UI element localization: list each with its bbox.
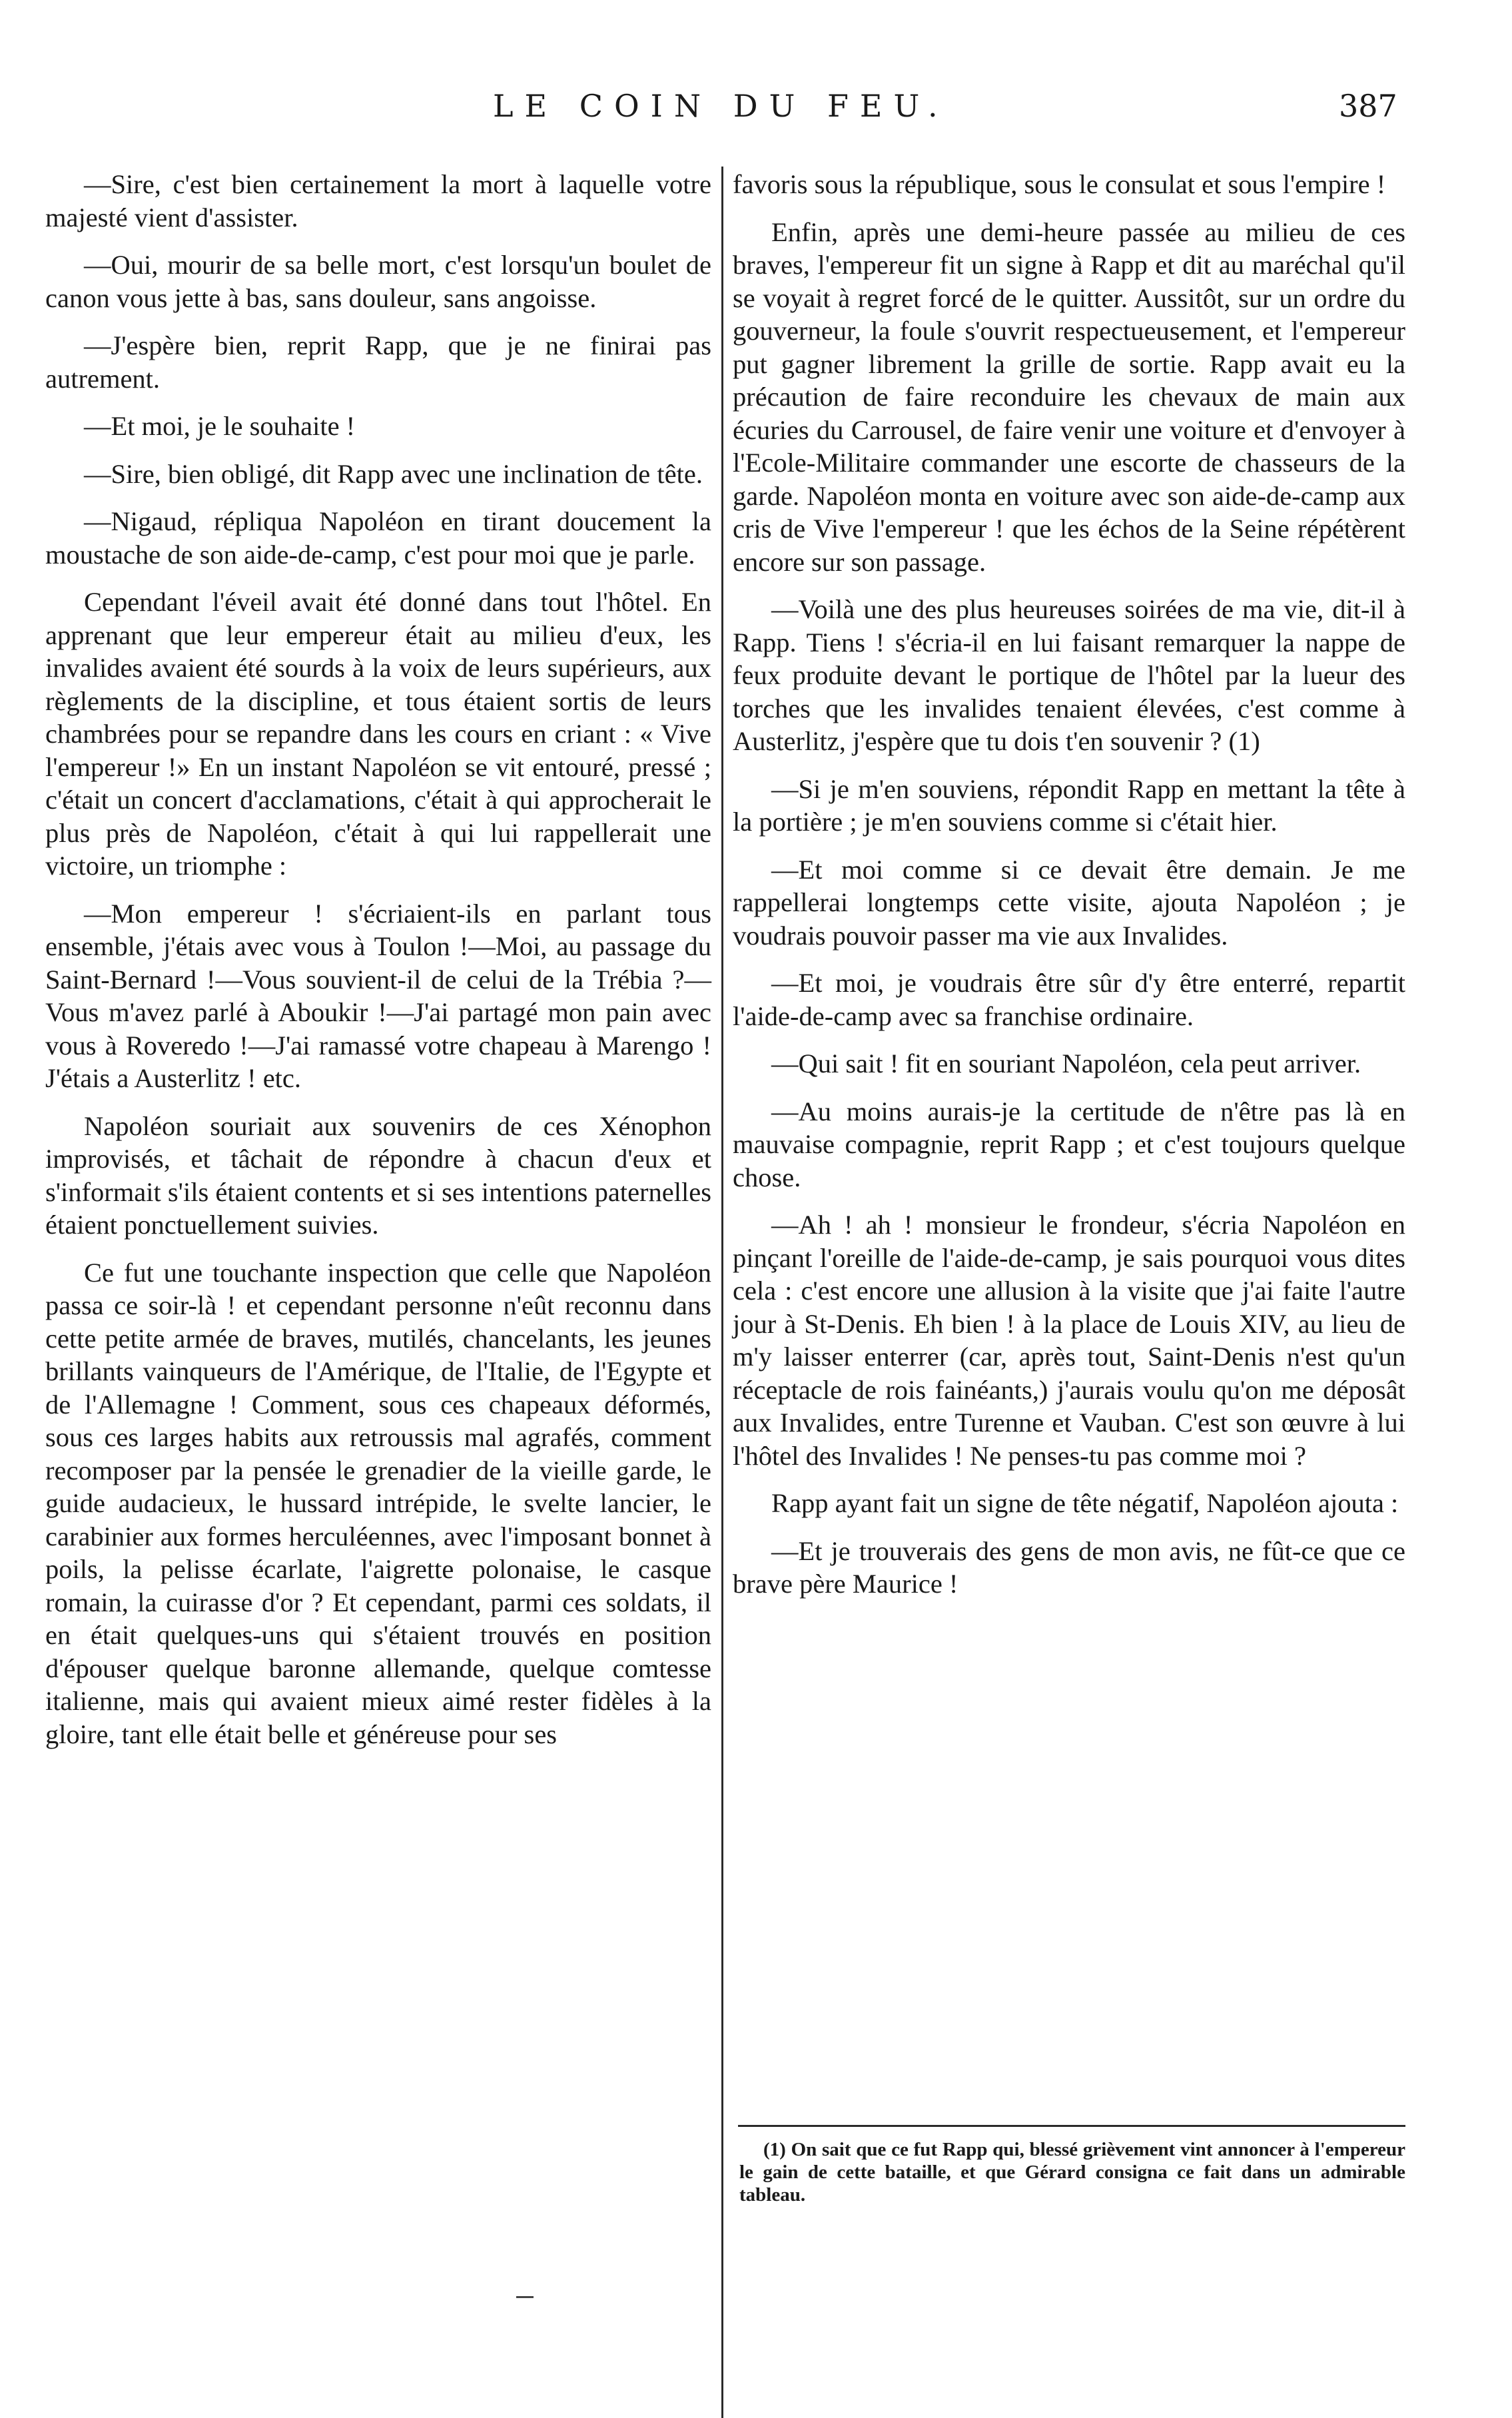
page-number: 387 xyxy=(1339,88,1397,124)
column-divider xyxy=(721,167,723,2418)
right-column xyxy=(733,168,1405,1615)
paragraph: Cependant l'éveil avait été donné dans tout l'hôtel. En apprenant que leur empereur était au milieu d'eux, les invalides avaient été sourds à la voix de leurs supérieurs, aux règlements de la discipline, et tous étaient sortis de leurs chambrées pour se repandre dans les cours en criant : « Vive l'empereur !» En un instant Napoléon se vit entouré, pressé ; c'était un concert d'acclamations, c'était à qui approcherait le plus près de Napoléon, c'était à qui lui rappellerait une victoire, un triomphe : xyxy=(45,587,711,881)
paragraph: favoris sous la république, sous le consulat et sous l'empire ! xyxy=(733,169,1386,199)
paragraph: Ce fut une touchante inspection que celle que Napoléon passa ce soir-là ! et cependant personne n'eût reconnu dans cette petite armée de braves, mutilés, chancelants, les jeunes brillants vainqueurs de l'Amérique, de l'Italie, de l'Egypte et de l'Allemagne ! Comment, sous ces chapeaux déformés, sous ces larges habits aux retroussis mal agrafés, comment recomposer par la pensée le grenadier de la vieille garde, le guide audacieux, le hussard intrépide, le svelte lancier, le carabinier aux formes herculéennes, avec l'imposant bonnet à poils, la pelisse écarlate, l'aigrette polonaise, le casque romain, la cuirasse d'or ? Et cependant, parmi ces soldats, il en était quelques-uns qui s'étaient trouvés en position d'épouser quelque baronne allemande, quelque comtesse italienne, mais qui avaient mieux aimé rester fidèles à la gloire, tant elle était belle et généreuse pour ses xyxy=(45,1257,711,1749)
paragraph: —Et je trouverais des gens de mon avis, ne fût-ce que ce brave père Maurice ! xyxy=(733,1535,1405,1599)
paragraph: —Mon empereur ! s'écriaient-ils en parlant tous ensemble, j'étais avec vous à Toulon !—Moi, au passage du Saint-Bernard !—Vous souvient-il de celui de la Trébia ?—Vous m'avez parlé à Aboukir !—J'ai partagé mon pain avec vous à Roveredo !—J'ai ramassé votre chapeau à Marengo ! J'étais a Austerlitz ! etc. xyxy=(45,898,711,1093)
printer-mark xyxy=(516,2296,534,2298)
paragraph: —Sire, c'est bien certainement la mort à laquelle votre majesté vient d'assister. xyxy=(45,169,711,232)
paragraph: —Et moi, je le souhaite ! xyxy=(84,411,356,441)
paragraph: —Oui, mourir de sa belle mort, c'est lorsqu'un boulet de canon vous jette à bas, sans douleur, sans angoisse. xyxy=(45,250,711,313)
running-title: LE COIN DU FEU. xyxy=(493,88,949,124)
paragraph: —Voilà une des plus heureuses soirées de ma vie, dit-il à Rapp. Tiens ! s'écria-il en lui faisant remarquer la nappe de feux produite devant le portique de l'hôtel par la lueur des torches que les invalides tenaient élevées, c'est comme à Austerlitz, j'espère que tu dois t'en souvenir ? (1) xyxy=(733,594,1405,756)
paragraph: —Sire, bien obligé, dit Rapp avec une inclination de tête. xyxy=(84,458,703,489)
paragraph: —Au moins aurais-je la certitude de n'être pas là en mauvaise compagnie, reprit Rapp ; et c'est toujours quelque chose. xyxy=(733,1096,1405,1192)
paragraph: —Qui sait ! fit en souriant Napoléon, cela peut arriver. xyxy=(771,1048,1361,1078)
paragraph: —Et moi comme si ce devait être demain. Je me rappellerai longtemps cette visite, ajouta Napoléon ; je voudrais pouvoir passer ma vie aux Invalides. xyxy=(733,854,1405,951)
footnote-divider xyxy=(738,2125,1405,2127)
paragraph: —Nigaud, répliqua Napoléon en tirant doucement la moustache de son aide-de-camp, c'est pour moi que je parle. xyxy=(45,506,711,570)
paragraph: Enfin, après une demi-heure passée au milieu de ces braves, l'empereur fit un signe à Rapp et dit au maréchal qu'il se voyait à regret forcé de le quitter. Aussitôt, sur un ordre du gouverneur, la foule s'ouvrit respectueusement, et l'empereur put gagner librement la grille de sortie. Rapp avait eu la précaution de faire reconduire les chevaux de main aux écuries du Carrousel, de faire venir une voiture et d'envoyer à l'Ecole-Militaire commander une escorte de chasseurs de la garde. Napoléon monta en voiture avec son aide-de-camp aux cris de Vive l'empereur ! que les échos de la Seine répétèrent encore sur son passage. xyxy=(733,216,1405,577)
footnote: (1) On sait que ce fut Rapp qui, blessé grièvement vint annoncer à l'empereur le gain de cette bataille, et que Gérard consigna ce fait dans un admirable tableau. xyxy=(739,2139,1405,2206)
paragraph: Rapp ayant fait un signe de tête négatif, Napoléon ajouta : xyxy=(771,1488,1399,1518)
left-column xyxy=(45,168,711,1765)
paragraph: —Et moi, je voudrais être sûr d'y être enterré, repartit l'aide-de-camp avec sa franchise ordinaire. xyxy=(733,968,1405,1031)
paragraph: —Ah ! ah ! monsieur le frondeur, s'écria Napoléon en pinçant l'oreille de l'aide-de-camp, je sais pourquoi vous dites cela : c'est encore une allusion à la visite que j'ai faite l'autre jour à St-Denis. Eh bien ! à la place de Louis XIV, au lieu de m'y laisser enterrer (car, après tout, Saint-Denis n'est qu'un réceptacle de rois fainéants,) j'aurais voulu qu'on me déposât aux Invalides, entre Turenne et Vauban. C'est son œuvre à lui l'hôtel des Invalides ! Ne penses-tu pas comme moi ? xyxy=(733,1210,1405,1471)
paragraph: —J'espère bien, reprit Rapp, que je ne finirai pas autrement. xyxy=(45,330,711,394)
paragraph: Napoléon souriait aux souvenirs de ces Xénophon improvisés, et tâchait de répondre à chacun d'eux et s'informait s'ils étaient contents et si ses intentions paternelles étaient ponctuellement suivies. xyxy=(45,1110,711,1240)
paragraph: —Si je m'en souviens, répondit Rapp en mettant la tête à la portière ; je m'en souviens comme si c'était hier. xyxy=(733,773,1405,837)
